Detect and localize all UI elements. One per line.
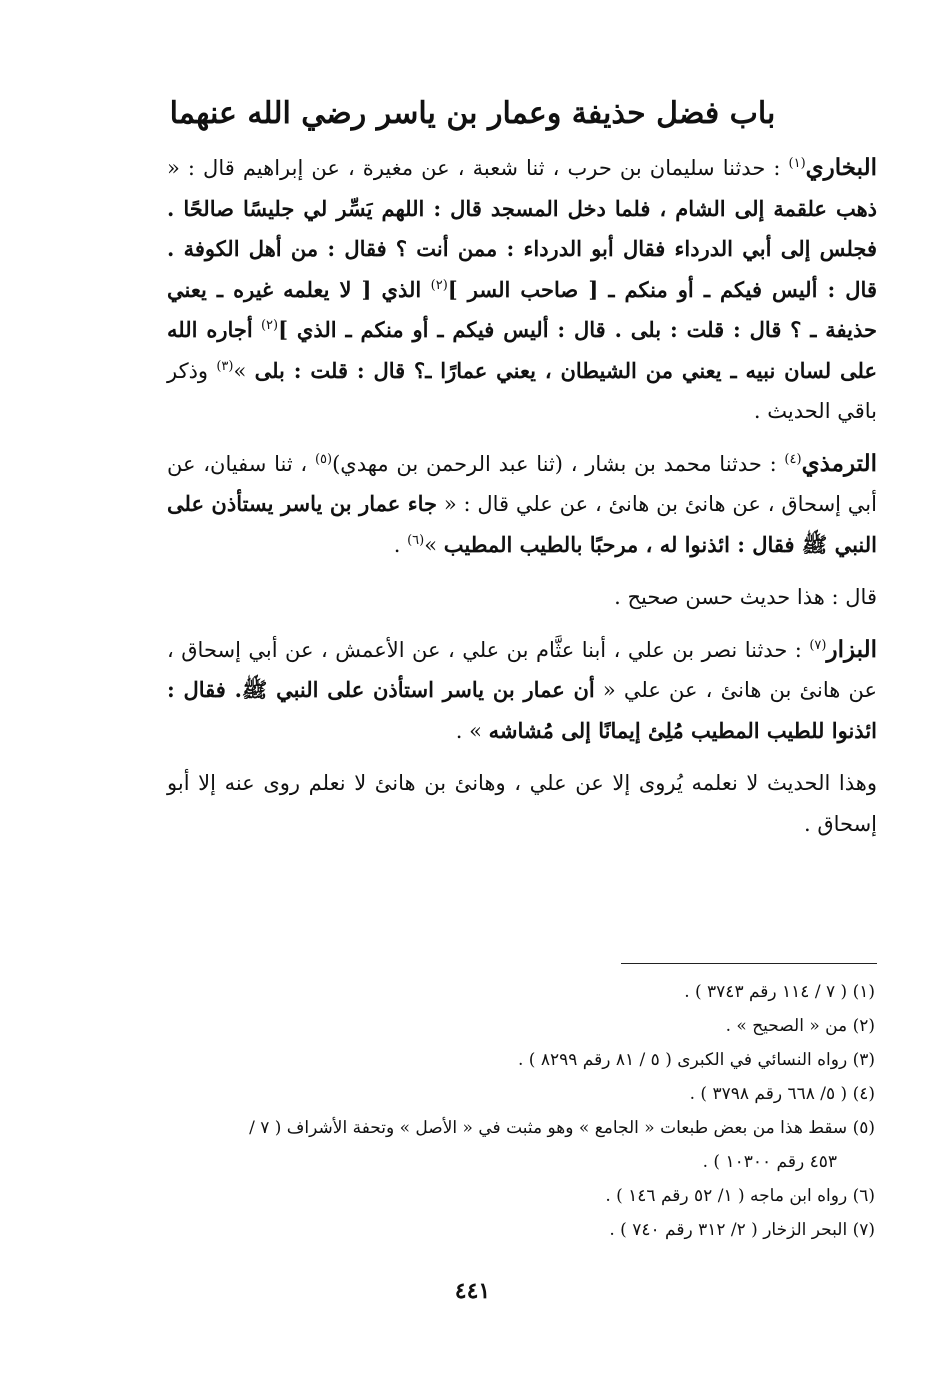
main-text [167, 148, 877, 856]
footnote-ref: (٢) [260, 318, 279, 333]
footnote: (٣) رواه النسائي في الكبرى ( ٥ / ٨١ رقم ٨٢٩٩ ) . [518, 1050, 875, 1070]
footnote-ref: (٢) [430, 277, 448, 293]
footnote-ref: (٦) [407, 532, 425, 548]
quote-mark: » [233, 358, 247, 383]
footnote: (١) ( ٧ / ١١٤ رقم ٣٧٤٣ ) . [684, 982, 875, 1002]
footnotes [170, 975, 875, 1247]
paragraph-grading: قال : هذا حديث حسن صحيح . [614, 585, 877, 609]
footnote-ref: (٣) [216, 358, 234, 374]
plain-text: . [393, 532, 401, 557]
quote-mark: » . [455, 718, 482, 743]
isnad-text: : حدثنا محمد بن بشار ، (ثنا عبد الرحمن بن مهدي) [332, 451, 777, 476]
isnad-text: ، ثنا سفيان، عن أبي إسحاق ، عن هانئ بن هانئ ، عن علي قال : « [167, 451, 877, 516]
source-name: البزار [826, 635, 877, 663]
quote-mark: » [424, 532, 438, 557]
page-number: ٤٤١ [454, 1278, 491, 1304]
plain-text: وذكر باقي الحديث . [167, 358, 877, 423]
hadith-text: الذي [ لا يعلمه غيره ـ يعني حذيفة ـ ؟ قال : قلت : بلى . قال : أليس فيكم ـ أو منكم ـ الذي ] [167, 276, 878, 342]
chapter-title: باب فضل حذيفة وعمار بن ياسر رضي الله عنهما [169, 96, 776, 131]
footnote: (٧) البحر الزخار ( ٢/ ٣١٢ رقم ٧٤٠ ) . [609, 1220, 875, 1240]
footnote: (٤) ( ٥/ ٦٦٨ رقم ٣٧٩٨ ) . [689, 1084, 875, 1104]
hadith-text: ذهب علقمة إلى الشام ، فلما دخل المسجد قال : اللهم يَسِّر لي جليسًا صالحًا . فجلس إلى أبي الدرداء فقال أبو الدرداء : ممن أنت ؟ فقال : من أهل الكوفة . قال : أليس فيكم ـ أو منكم ـ [ صاحب السر ] [167, 195, 877, 302]
hadith-text: أن عمار بن ياسر استأذن على النبي ﷺ. فقال : ائذنوا للطيب المطيب مُلِئ إيمانًا إلى مُشاشه [167, 677, 877, 743]
footnote-separator [621, 963, 877, 964]
paragraph-tirmidhi [167, 444, 877, 566]
hadith-text: أجاره الله على لسان نبيه ـ يعني من الشيطان ، يعني عمارًا ـ؟ قال : قلت : بلى [167, 317, 877, 383]
hadith-text: جاء عمار بن ياسر يستأذن على النبي ﷺ فقال : ائذنوا له ، مرحبًا بالطيب المطيب [167, 491, 877, 557]
footnote-ref: (٧) [809, 637, 827, 653]
footnote: (٦) رواه ابن ماجه ( ١/ ٥٢ رقم ١٤٦ ) . [605, 1186, 875, 1206]
paragraph-comment: وهذا الحديث لا نعلمه يُروى إلا عن علي ، وهانئ بن هانئ لا نعلم روى عنه إلا أبو إسحاق . [167, 771, 877, 836]
isnad-text: : حدثنا سليمان بن حرب ، ثنا شعبة ، عن مغيرة ، عن إبراهيم قال : « [167, 156, 781, 180]
paragraph-bazzar [167, 630, 877, 752]
source-name: البخاري [805, 154, 877, 181]
source-name: الترمذي [801, 449, 877, 477]
footnote-ref: (٤) [784, 451, 802, 467]
footnote-ref: (١) [788, 156, 806, 171]
footnote-ref: (٥) [314, 451, 333, 467]
footnote-continuation: ٤٥٣ رقم ١٠٣٠٠ ) . [702, 1152, 837, 1172]
isnad-text: : حدثنا نصر بن علي ، أبنا عثَّام بن علي ، عن الأعمش ، عن أبي إسحاق ، عن هانئ بن هانئ ، عن علي « [167, 637, 878, 702]
footnote: (٥) سقط هذا من بعض طبعات « الجامع » وهو مثبت في « الأصل » وتحفة الأشراف ( ٧ / [249, 1118, 875, 1138]
paragraph-bukhari [167, 148, 877, 432]
footnote: (٢) من « الصحيح » . [725, 1016, 875, 1036]
